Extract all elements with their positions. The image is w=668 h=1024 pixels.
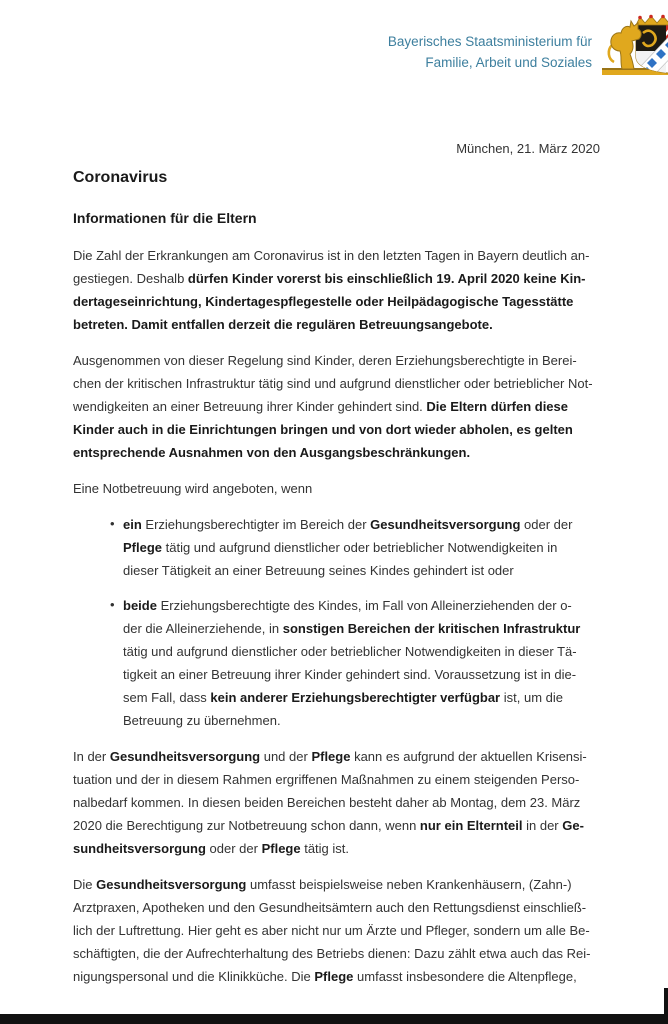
bavarian-coat-of-arms-icon — [600, 13, 668, 79]
text-line: dieser Tätigkeit an einer Betreuung seines Kindes gehindert ist oder — [123, 563, 514, 578]
text-line: In der Gesundheitsversorgung und der Pflege kann es aufgrund der aktuellen Krisensi- — [73, 749, 587, 764]
text-line: tätig und aufgrund dienstlicher oder betrieblicher Notwendigkeiten in dieser Tä- — [123, 644, 577, 659]
paragraph — [73, 244, 619, 336]
text-line: dertageseinrichtung, Kindertagespflegestelle oder Heilpädagogische Tagesstätte — [73, 294, 574, 309]
text-line: ein Erziehungsberechtigter im Bereich der Gesundheitsversorgung oder der — [123, 517, 573, 532]
ministry-name-line1: Bayerisches Staatsministerium für — [387, 34, 592, 49]
text-line: Die Gesundheitsversorgung umfasst beispielsweise neben Krankenhäusern, (Zahn-) — [73, 877, 572, 892]
bullet-marker-icon: • — [110, 597, 115, 612]
text-line: Ausgenommen von dieser Regelung sind Kinder, deren Erziehungsberechtigte in Berei- — [73, 353, 577, 368]
text-line: Betreuung zu übernehmen. — [123, 713, 281, 728]
document-subtitle: Informationen für die Eltern — [73, 210, 257, 226]
paragraph — [73, 745, 619, 860]
text-line: betreten. Damit entfallen derzeit die regulären Betreuungsangebote. — [73, 317, 493, 332]
bullet-marker-icon: • — [110, 516, 115, 531]
text-line: Arztpraxen, Apotheken und den Gesundheitsämtern auch den Rettungsdienst einschließ- — [73, 900, 587, 915]
text-line: Die Zahl der Erkrankungen am Coronavirus ist in den letzten Tagen in Bayern deutlich an- — [73, 248, 590, 263]
text-line: Kinder auch in die Einrichtungen bringen und von dort wieder abholen, es gelten — [73, 422, 573, 437]
bullet-list — [73, 513, 619, 732]
text-line: der die Alleinerziehende, in sonstigen Bereichen der kritischen Infrastruktur — [123, 621, 581, 636]
text-line: lich der Luftrettung. Hier geht es aber nicht nur um Ärzte und Pfleger, sondern um alle Be- — [73, 923, 590, 938]
text-line: wendigkeiten an einer Betreuung ihrer Kinder gehindert sind. Die Eltern dürfen diese — [73, 399, 568, 414]
text-line: nalbedarf kommen. In diesen beiden Bereichen besteht daher ab Montag, dem 23. März — [73, 795, 581, 810]
page-corner-border — [664, 988, 668, 1014]
text-line: Pflege tätig und aufgrund dienstlicher oder betrieblicher Notwendigkeiten in — [123, 540, 558, 555]
text-line: chen der kritischen Infrastruktur tätig sind und aufgrund dienstlicher oder betrieblicher Not- — [73, 376, 593, 391]
bullet-item — [73, 594, 619, 732]
text-line: beide Erziehungsberechtigte des Kindes, im Fall von Alleinerziehenden der o- — [123, 598, 572, 613]
dateline: München, 21. März 2020 — [456, 141, 600, 156]
paragraph — [73, 349, 619, 464]
text-line: entsprechende Ausnahmen von den Ausgangsbeschränkungen. — [73, 445, 471, 460]
page-bottom-border — [0, 1014, 668, 1024]
text-line: Eine Notbetreuung wird angeboten, wenn — [73, 481, 313, 496]
bullet-item — [73, 513, 619, 582]
text-line: sem Fall, dass kein anderer Erziehungsberechtigter verfügbar ist, um die — [123, 690, 563, 705]
text-line: tigkeit an einer Betreuung ihrer Kinder gehindert sind. Voraussetzung ist in die- — [123, 667, 577, 682]
text-line: schäftigten, die der Aufrechterhaltung des Betriebs dienen: Dazu zählt etwa auch das Rei- — [73, 946, 591, 961]
text-line: 2020 die Berechtigung zur Notbetreuung schon dann, wenn nur ein Elternteil in der Ge- — [73, 818, 584, 833]
text-line: nigungspersonal und die Klinikküche. Die Pflege umfasst insbesondere die Altenpflege, — [73, 969, 577, 984]
letter-body — [73, 244, 619, 1001]
document-title: Coronavirus — [73, 169, 168, 186]
text-line: gestiegen. Deshalb dürfen Kinder vorerst bis einschließlich 19. April 2020 keine Kin- — [73, 271, 586, 286]
ministry-name-line2: Familie, Arbeit und Soziales — [425, 55, 592, 70]
paragraph — [73, 477, 619, 500]
ministry-header — [388, 31, 592, 73]
paragraph — [73, 873, 619, 988]
text-line: sundheitsversorgung oder der Pflege tätig ist. — [73, 841, 350, 856]
text-line: tuation und der in diesem Rahmen ergriffenen Maßnahmen zu einem steigenden Perso- — [73, 772, 580, 787]
